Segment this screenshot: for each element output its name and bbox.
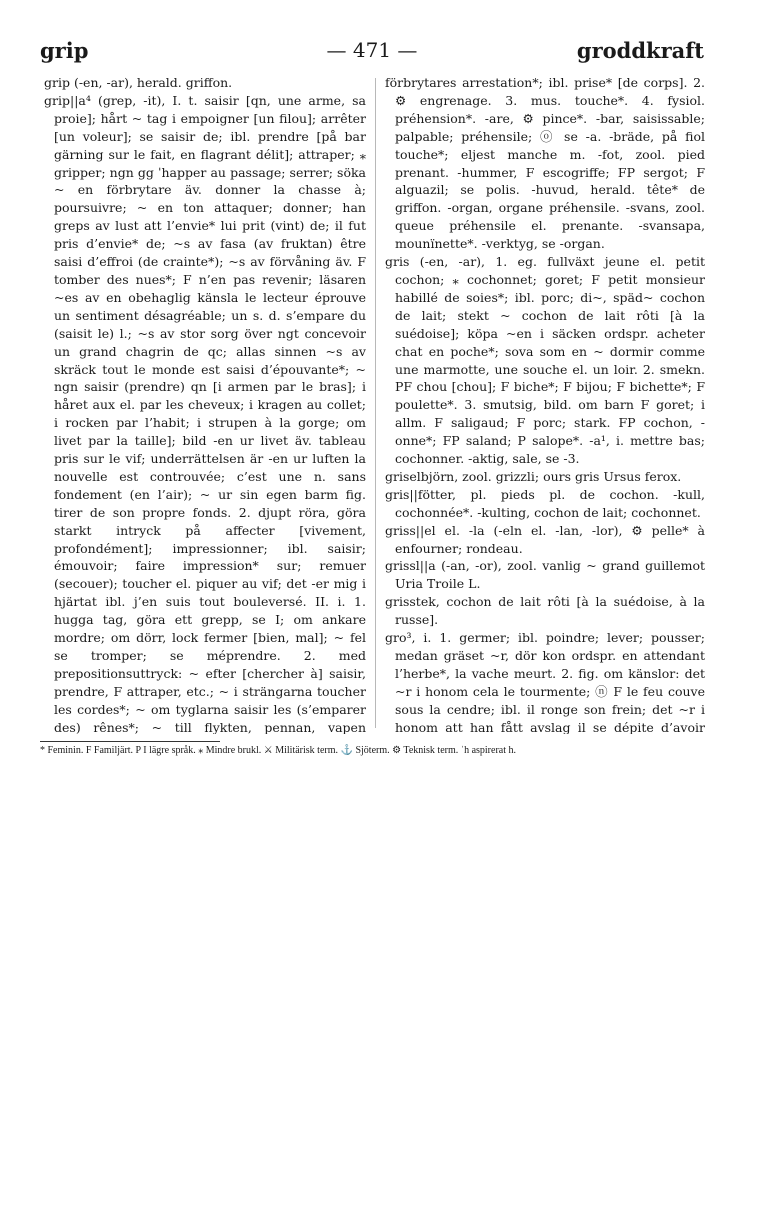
entry-gripa: grip||a⁴ (grep, -it), I. t. saisir [qn, une arme, sa proie]; hårt ~ tag i empoigner [un filou]; arrêter [un voleur]; se saisir de; ibl. prendre [på bar gärning sur le fait, en flagrant délit]; attraper; ⁎ gripper; ngn gg ˈhapper au passage; serrer; söka ~ en förbrytare äv. donner la chasse à; poursuivre; ~ en ton attaquer; donner; han greps av lust att l’envie* lui prit (vint) de; il fut pris d’envie* de; ~s av fasa (av fruktan) être saisi d’effroi (de crainte*); ~s av förvåning äv. F tomber des nues*; F n’en pas revenir; läsaren ~es av en obehaglig känsla le lecteur éprouve un sentiment désagréable; un s. d. s’empare du (saisit le) l.; ~s av stor sorg över ngt concevoir un grand chagrin de qc; allas sinnen ~s av skräck tout le monde est saisi d’épouvante*; ~ ngn saisir (prendre) qn [i armen par le bras]; i håret aux el. par les cheveux; i kragen au collet; i rocken par l’habit; i strupen à la gorge; om livet par la taille]; bild -en ur livet äv. tableau pris sur le vif; underrättelsen är -en ur luften la nouvelle est controuvée; c’est une n. sans fondement (en l’air); ~ ur sin egen barm fig. tirer de son propre fonds. 2. djupt röra, göra starkt intryck på affecter [vivement, profondément]; impressionner; ibl. saisir; émouvoir; faire impression* sur; remuer (secouer); toucher el. piquer au vif; det -er mig i hjärtat ibl. j’en suis tout bouleversé. II. i. 1. hugga tag, göra ett grepp, se I; om ankare mordre; om dörr, lock fermer [bien, mal]; ~ fel se tromper; se méprendre. 2. med prepositionsuttryck: ~ efter [chercher à] saisir, prendre, F attraper, etc.; ~ i strängarna toucher les cordes*; ~ om tyglarna saisir les (s’emparer des) rênes*; ~ till flykten, pennan, vapen bbox=[44, 92, 366, 734]
page-number: — 471 — bbox=[326, 38, 418, 62]
entry-grissel: griss||el el. -la (-eln el. -lan, -lor), ⚙ pelle* à enfourner; rondeau. bbox=[385, 522, 705, 556]
column-divider bbox=[375, 78, 376, 728]
header-right-headword: groddkraft bbox=[576, 38, 704, 63]
footnote-rule bbox=[40, 741, 220, 742]
entry-gro: gro³, i. 1. germer; ibl. poindre; lever; pousser; medan gräset ~r, dör kon ordspr. en attendant l’herbe*, la vache meurt. 2. fig. om känslor: det ~r i honom cela le tourmente; ⓝ F le feu couve sous la cendre; ibl. il ronge son frein; det ~r i honom att han fått avslag il se dépite d’avoir bbox=[385, 630, 705, 734]
left-column bbox=[44, 74, 366, 734]
entry-grisfotter: gris||fötter, pl. pieds pl. de cochon. -kull, cochonnée*. -kulting, cochon de lait; cochonnet. bbox=[385, 486, 705, 520]
entry-griselbjorn: griselbjörn, zool. grizzli; ours gris Ursus ferox. bbox=[385, 468, 682, 484]
abbreviation-legend: * Feminin. F Familjärt. P I lägre språk. ⁎ Mindre brukl. ⚔ Militärisk term. ⚓ Sjöterm. ⚙ Teknisk term. ˈh aspirerat h. bbox=[40, 745, 517, 756]
right-column bbox=[385, 74, 705, 734]
entry-grissla: grissl||a (-an, -or), zool. vanlig ~ grand guillemot Uria Troile L. bbox=[385, 558, 705, 592]
entry-grisstek: grisstek, cochon de lait rôti [à la suédoise, à la russe]. bbox=[385, 594, 705, 628]
entry-gripande-continued: förbrytares arrestation*; ibl. prise* [de corps]. 2. ⚙ engrenage. 3. mus. touche*. 4. fysiol. préhension*. -are, ⚙ pince*. -bar, saisissable; palpable; préhensile; ⓞ se -a. -bräde, på fiol touche*; eljest manche m. -fot, zool. pied prenant. -hummer, F escogriffe; FP sergot; F alguazil; se polis. -huvud, herald. tête* de griffon. -organ, organe préhensile. -svans, zool. queue préhensile el. prenante. -svansapa, mounïnette*. -verktyg, se -organ. bbox=[385, 75, 705, 252]
header-left-headword: grip bbox=[40, 38, 89, 63]
page-header bbox=[40, 38, 704, 68]
entry-gris: gris (-en, -ar), 1. eg. fullväxt jeune el. petit cochon; ⁎ cochonnet; goret; F petit monsieur habillé de soies*; ibl. porc; di~, späd~ cochon de lait; stekt ~ cochon de lait rôti [à la suédoise]; köpa ~en i säcken ordspr. acheter chat en poche*; sova som en ~ dormir comme une marmotte, une souche el. un loir. 2. smekn. PF chou [chou]; F biche*; F bijou; F bichette*; F poulette*. 3. smutsig, bild. om barn F goret; i allm. F saligaud; F porc; stark. FP cochon, -onne*; FP saland; P salope*. -a¹, i. mettre bas; cochonner. -aktig, sale, se -3. bbox=[385, 254, 705, 467]
entry-grip: grip (-en, -ar), herald. griffon. bbox=[44, 75, 233, 90]
